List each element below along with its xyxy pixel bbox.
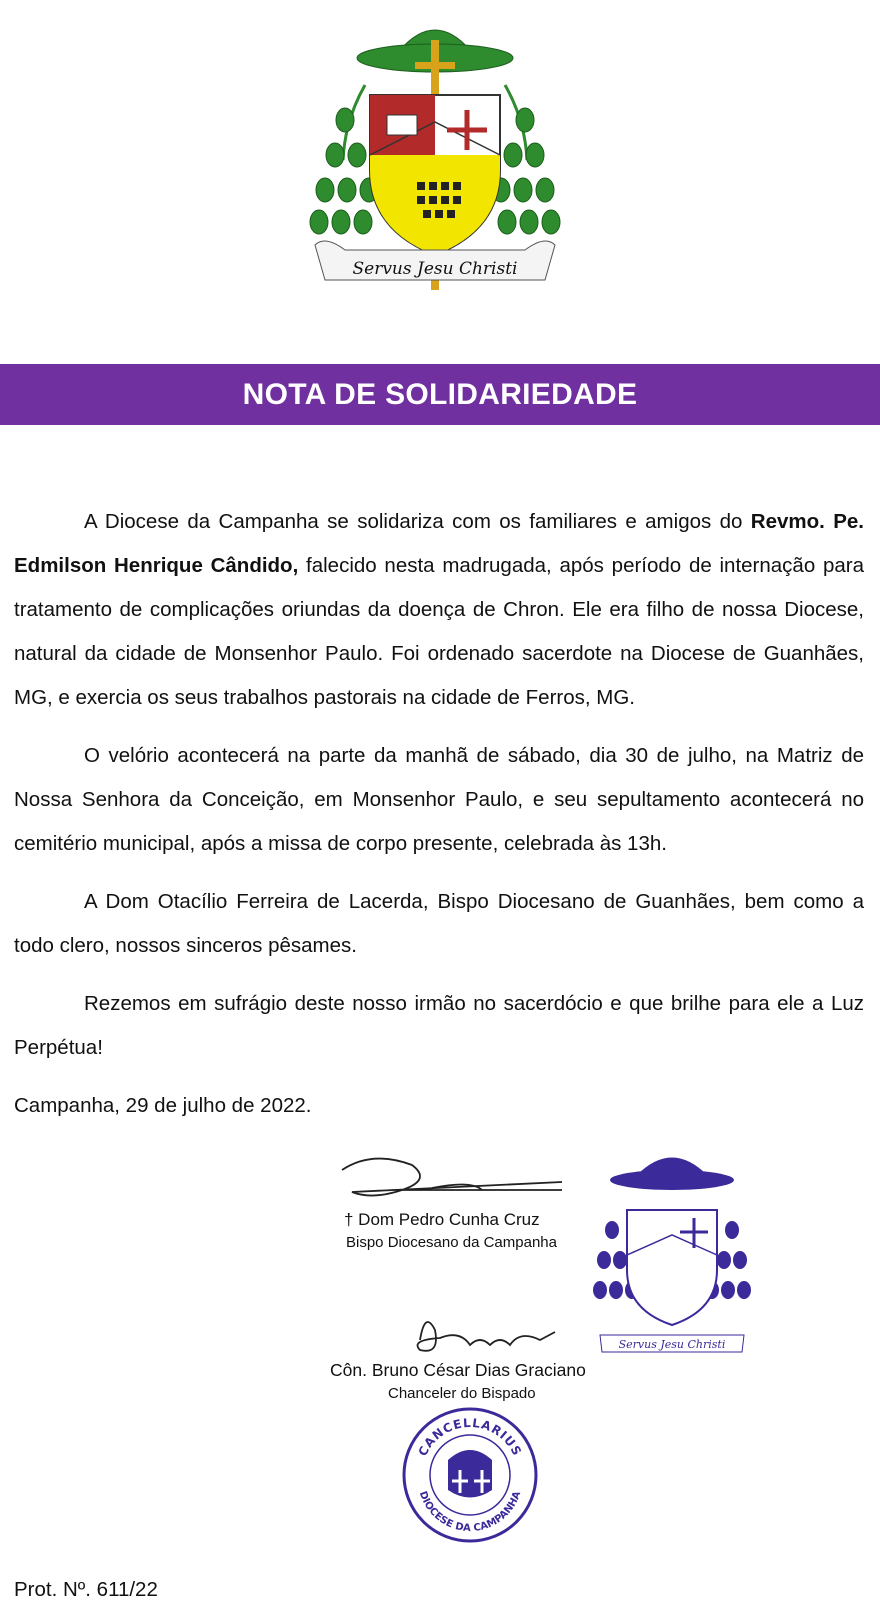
signatory-1-name: † Dom Pedro Cunha Cruz <box>344 1210 540 1229</box>
bishop-stamp <box>592 1140 752 1355</box>
paragraph-2: O velório acontecerá na parte da manhã de sábado, dia 30 de julho, na Matriz de Nossa Senhora da Conceição, em Monsenhor Paulo, e seu sepultamento acontecerá no cemitério municipal, após a missa de corpo presente, celebrada às 13h. <box>14 744 864 855</box>
page-title: NOTA DE SOLIDARIEDADE <box>242 377 638 411</box>
stamp-2-top-text: CANCELLARIUS <box>415 1415 525 1459</box>
date-line: Campanha, 29 de julho de 2022. <box>14 1094 312 1117</box>
signatory-2-name: Côn. Bruno César Dias Graciano <box>330 1360 586 1380</box>
page-title-banner <box>0 364 880 425</box>
chancery-stamp <box>400 1405 540 1545</box>
paragraph-3: A Dom Otacílio Ferreira de Lacerda, Bispo Diocesano de Guanhães, bem como a todo clero, nossos sinceros pêsames. <box>14 890 864 957</box>
stamp-2-bottom-text: DIOCESE DA CAMPANHA <box>416 1489 524 1535</box>
protocol-number: Prot. Nº. 611/22 <box>14 1578 158 1601</box>
letter-body <box>14 500 864 1142</box>
signatory-2-role: Chanceler do Bispado <box>388 1385 536 1402</box>
signature-chancellor <box>400 1310 560 1365</box>
paragraph-4: Rezemos em sufrágio deste nosso irmão no sacerdócio e que brilhe para ele a Luz Perpétua! <box>14 992 864 1059</box>
signature-bishop <box>332 1150 582 1210</box>
signatory-1-role: Bispo Diocesano da Campanha <box>346 1234 557 1251</box>
deceased-name: Revmo. Pe. Edmilson Henrique Cândido, <box>14 510 864 577</box>
coat-motto: Servus Jesu Christi <box>352 259 518 279</box>
coat-of-arms <box>305 10 565 310</box>
paragraph-1: A Diocese da Campanha se solidariza com os familiares e amigos do Revmo. Pe. Edmilson Henrique Cândido, falecido nesta madrugada, após período de internação para tratamento de complicações oriundas da doença de Chron. Ele era filho de nossa Diocese, natural da cidade de Monsenhor Paulo. Foi ordenado sacerdote na Diocese de Guanhães, MG, e exercia os seus trabalhos pastorais na cidade de Ferros, MG. <box>14 510 864 709</box>
stamp-1-motto: Servus Jesu Christi <box>618 1338 726 1351</box>
